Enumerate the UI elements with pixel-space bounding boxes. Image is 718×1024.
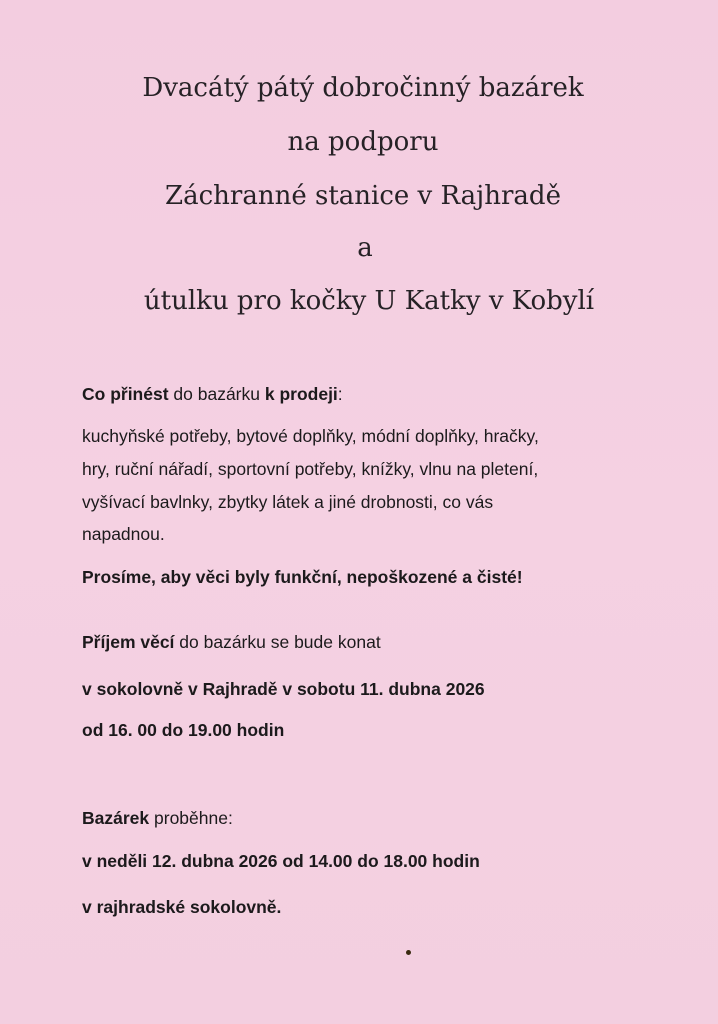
title-line-4: a <box>357 233 373 263</box>
what-to-bring-bold-2: k prodeji <box>264 384 338 404</box>
what-to-bring-text-2: : <box>337 384 343 404</box>
title-line-5: útulku pro kočky U Katky v Kobylí <box>143 286 595 316</box>
items-line-2: hry, ruční nářadí, sportovní potřeby, knížky, vlnu na pletení, <box>82 459 539 479</box>
sale-place: v rajhradské sokolovně. <box>82 897 282 917</box>
items-line-3: vyšívací bavlnky, zbytky látek a jiné drobnosti, co vás <box>82 492 494 512</box>
sale-heading <box>82 806 233 830</box>
sale-date-time: v neděli 12. dubna 2026 od 14.00 do 18.00 hodin <box>82 851 480 871</box>
intake-place-date: v sokolovně v Rajhradě v sobotu 11. dubna 2026 <box>82 679 485 699</box>
title-line-1: Dvacátý pátý dobročinný bazárek <box>142 73 584 103</box>
request-text: Prosíme, aby věci byly funkční, nepoškozené a čisté! <box>82 567 523 587</box>
intake-text: do bazárku se bude konat <box>174 632 381 652</box>
what-to-bring-text-1: do bazárku <box>168 384 265 404</box>
ink-speck <box>406 950 411 955</box>
intake-bold: Příjem věcí <box>82 632 175 652</box>
items-line-1: kuchyňské potřeby, bytové doplňky, módní doplňky, hračky, <box>82 426 539 446</box>
what-to-bring-heading <box>82 382 343 406</box>
sale-bold: Bazárek <box>82 808 150 828</box>
title-line-2: na podporu <box>287 127 439 157</box>
intake-heading <box>82 630 381 654</box>
title-line-3: Záchranné stanice v Rajhradě <box>165 181 561 211</box>
what-to-bring-bold-1: Co přinést <box>82 384 169 404</box>
sale-text: proběhne: <box>149 808 233 828</box>
items-line-4: napadnou. <box>82 524 165 544</box>
intake-time: od 16. 00 do 19.00 hodin <box>82 720 285 740</box>
